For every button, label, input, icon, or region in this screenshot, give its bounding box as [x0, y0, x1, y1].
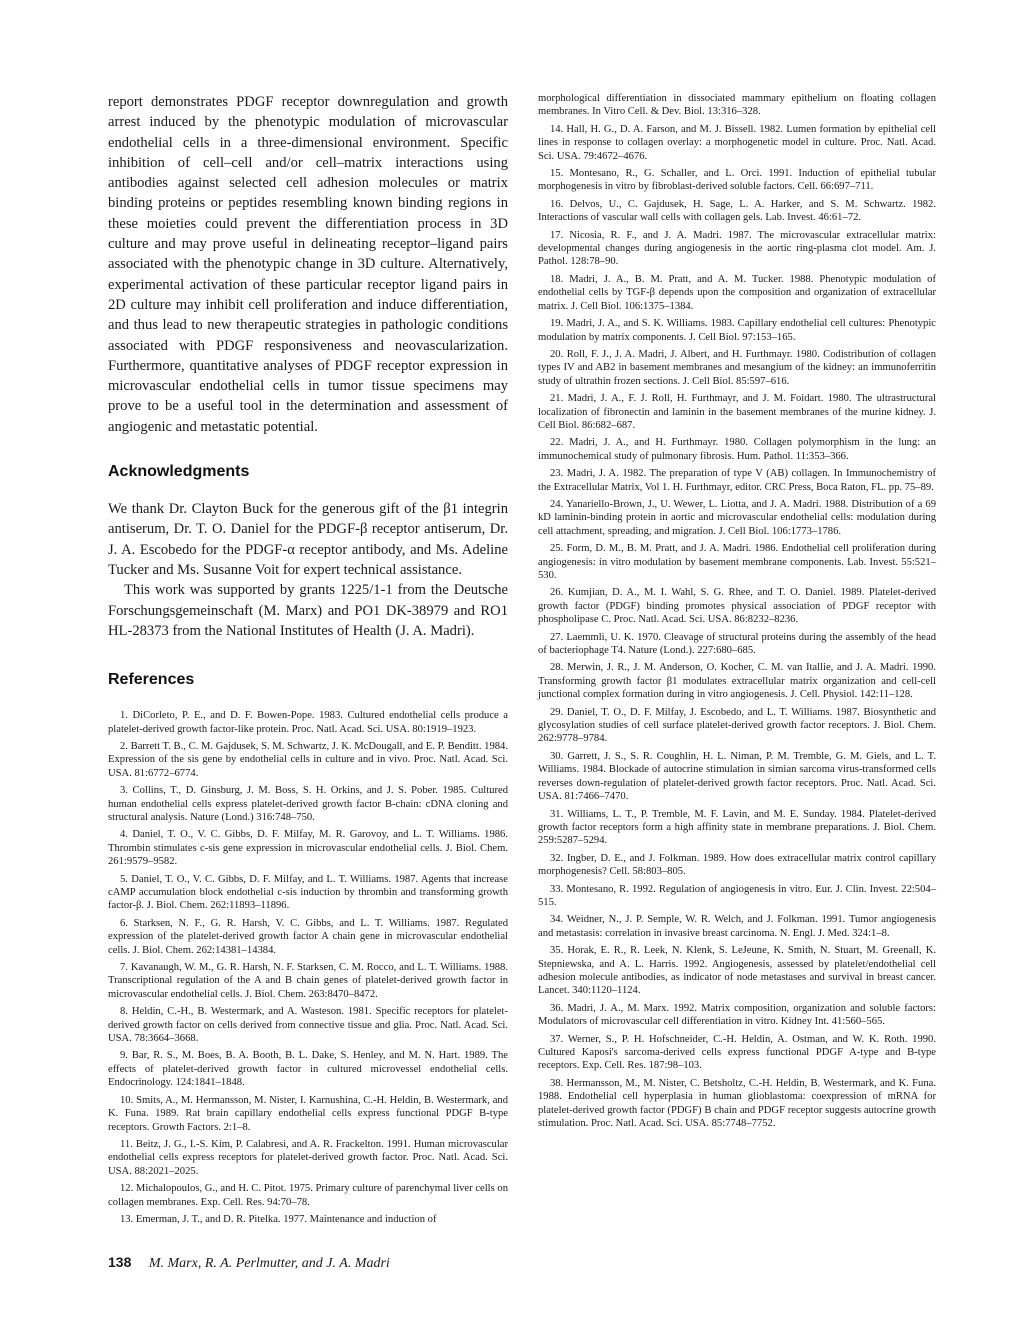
reference-item: 1. DiCorleto, P. E., and D. F. Bowen-Pope. 1983. Cultured endothelial cells produce a platelet-derived growth factor-like protein. Proc. Natl. Acad. Sci. USA. 80:1919–1923. — [108, 710, 508, 735]
reference-item: 27. Laemmli, U. K. 1970. Cleavage of structural proteins during the assembly of the head of bacteriophage T4. Nature (Lond.). 227:680–685. — [538, 631, 936, 657]
reference-item: 21. Madri, J. A., F. J. Roll, H. Furthmayr, and J. M. Foidart. 1980. The ultrastructural localization of fibronectin and laminin in the basement membranes of the murine kidney. J. Cell Biol. 86:682–687. — [538, 393, 936, 431]
reference-item: 20. Roll, F. J., J. A. Madri, J. Albert, and H. Furthmayr. 1980. Codistribution of collagen types IV and AB2 in basement membranes and mesangium of the kidney: an immunoferritin study of ultrathin frozen sections. J. Cell Biol. 85:597–616. — [538, 348, 936, 387]
reference-item: 10. Smits, A., M. Hermansson, M. Nister, I. Karnushina, C.-H. Heldin, B. Westermark, and K. Funa. 1989. Rat brain capillary endothelial cells express functional PDGF B-type receptors. Growth Factors. 2:1–8. — [108, 1094, 508, 1133]
reference-item: 24. Yanariello-Brown, J., U. Wewer, L. Liotta, and J. A. Madri. 1988. Distribution of a 69 kD laminin-binding protein in aortic and microvascular endothelial cells: modulation during cell attachment, spreading, and migration. J. Cell Biol. 106:1773–1786. — [538, 498, 936, 537]
references-heading: References — [108, 671, 195, 689]
reference-item: 4. Daniel, T. O., V. C. Gibbs, D. F. Milfay, M. R. Garovoy, and L. T. Williams. 1986. Thrombin stimulates c-sis gene expression in microvascular endothelial cells. J. Biol. Chem. 261:9579–9582. — [108, 829, 508, 868]
reference-item: 37. Werner, S., P. H. Hofschneider, C.-H. Heldin, A. Ostman, and W. K. Roth. 1990. Cultured Kaposi's sarcoma-derived cells express functional PDGF A-type and B-type receptors. Exp. Cell. Res. 187:98–103. — [538, 1033, 936, 1072]
reference-item: 2. Barrett T. B., C. M. Gajdusek, S. M. Schwartz, J. K. McDougall, and E. P. Benditt. 1984. Expression of the sis gene by endothelial cells in culture and in vivo. Proc. Natl. Acad. Sci. USA. 81:6772–6774. — [108, 740, 508, 779]
page-footer — [108, 1254, 390, 1272]
funding-paragraph: This work was supported by grants 1225/1-1 from the Deutsche Forschungsgemeinschaft (M. Marx) and PO1 DK-38979 and RO1 HL-28373 from the National Institutes of Health (J. A. Madri). — [108, 582, 508, 639]
reference-list-right — [538, 92, 936, 1130]
page-number: 138 — [108, 1254, 132, 1270]
running-authors: M. Marx, R. A. Perlmutter, and J. A. Madri — [148, 1256, 390, 1271]
reference-item: 31. Williams, L. T., P. Tremble, M. F. Lavin, and M. E. Sunday. 1984. Platelet-derived growth factor receptors form a high affinity state in membrane preparations. J. Biol. Chem. 259:5287–5294. — [538, 808, 936, 847]
reference-item: 32. Ingber, D. E., and J. Folkman. 1989. How does extracellular matrix control capillary morphogenesis? Cell. 58:803–805. — [538, 852, 936, 878]
reference-list-left — [108, 709, 508, 1226]
reference-item: 13. Emerman, J. T., and D. R. Pitelka. 1977. Maintenance and induction of — [120, 1213, 437, 1225]
reference-item: 7. Kavanaugh, W. M., G. R. Harsh, N. F. Starksen, C. M. Rocco, and L. T. Williams. 1988. Transcriptional regulation of the A and B chain genes of platelet-derived growth factor in microvascular endothelial cells. J. Biol. Chem. 263:8470–8472. — [108, 962, 508, 1000]
reference-item: 15. Montesano, R., G. Schaller, and L. Orci. 1991. Induction of epithelial tubular morphogenesis in vitro by fibroblast-derived soluble factors. Cell. 66:697–711. — [538, 168, 936, 193]
reference-item: 22. Madri, J. A., and H. Furthmayr. 1980. Collagen polymorphism in the lung: an immunochemical study of pulmonary fibrosis. Hum. Pathol. 11:353–366. — [538, 437, 936, 462]
reference-item: 23. Madri, J. A. 1982. The preparation of type V (AB) collagen. In Immunochemistry of the Extracellular Matrix, Vol 1. H. Furthmayr, editor. CRC Press, Boca Raton, FL. pp. 75–89. — [538, 468, 936, 493]
reference-item: 16. Delvos, U., C. Gajdusek, H. Sage, L. A. Harker, and S. M. Schwartz. 1982. Interactions of vascular wall cells with collagen gels. Lab. Invest. 46:61–72. — [538, 198, 936, 224]
reference-item: 28. Merwin, J. R., J. M. Anderson, O. Kocher, C. M. van Itallie, and J. A. Madri. 1990. Transforming growth factor β1 modulates extracellular matrix organization and cell-cell junctional complex formation during in vitro angiogenesis. J. Cell. Physiol. 142:11–128. — [538, 662, 936, 701]
left-column — [108, 92, 508, 1230]
right-column — [538, 92, 936, 1134]
reference-item: 8. Heldin, C.-H., B. Westermark, and A. Wasteson. 1981. Specific receptors for platelet-derived growth factor on cells derived from connective tissue and glia. Proc. Natl. Acad. Sci. USA. 78:3664–3668. — [108, 1006, 508, 1045]
reference-item: 33. Montesano, R. 1992. Regulation of angiogenesis in vitro. Eur. J. Clin. Invest. 22:504–515. — [538, 883, 936, 908]
reference-item: 19. Madri, J. A., and S. K. Williams. 1983. Capillary endothelial cell cultures: Phenotypic modulation by matrix components. J. Cell Biol. 97:153–165. — [538, 318, 936, 343]
reference-item: 14. Hall, H. G., D. A. Farson, and M. J. Bissell. 1982. Lumen formation by epithelial cell lines in response to collagen overlay: a morphogenetic model in culture. Proc. Natl. Acad. Sci. USA. 79:4672–4676. — [538, 123, 936, 162]
reference-item: 36. Madri, J. A., M. Marx. 1992. Matrix composition, organization and soluble factors: Modulators of microvascular cell differentiation in vitro. Kidney Int. 41:560–565. — [538, 1002, 936, 1028]
reference-item: 12. Michalopoulos, G., and H. C. Pitot. 1975. Primary culture of parenchymal liver cells on collagen membranes. Exp. Cell. Res. 94:70–78. — [108, 1183, 508, 1208]
reference-item-continued: morphological differentiation in dissociated mammary epithelium on floating collagen membranes. In Vitro Cell. & Dev. Biol. 13:316–328. — [538, 93, 936, 118]
reference-item: 6. Starksen, N. F., G. R. Harsh, V. C. Gibbs, and L. T. Williams. 1987. Regulated expression of the platelet-derived growth factor A chain gene in microvascular endothelial cells. J. Biol. Chem. 262:14381–14384. — [108, 917, 508, 956]
reference-item: 17. Nicosia, R. F., and J. A. Madri. 1987. The microvascular extracellular matrix: developmental changes during angiogenesis in the aortic ring-plasma clot model. Am. J. Pathol. 128:78–90. — [538, 229, 936, 268]
reference-item: 38. Hermansson, M., M. Nister, C. Betsholtz, C.-H. Heldin, B. Westermark, and K. Funa. 1988. Endothelial cell hyperplasia in human glioblastoma: coexpression of mRNA for platelet-derived growth factor (PDGF) B chain and PDGF receptor suggests autocrine growth stimulation. Proc. Natl. Acad. Sci. USA. 85:7748–7752. — [538, 1077, 936, 1130]
reference-item: 3. Collins, T., D. Ginsburg, J. M. Boss, S. H. Orkins, and J. S. Pober. 1985. Cultured human endothelial cells express platelet-derived growth factor B-chain: cDNA cloning and structural analysis. Nature (Lond.) 316:748–750. — [108, 785, 508, 823]
discussion-paragraph: report demonstrates PDGF receptor downregulation and growth arrest induced by the phenotypic modulation of microvascular endothelial cells in a three-dimensional environment. Specific inhibition of cell–cell and/or cell–matrix interactions using antibodies against selected cell adhesion molecules or matrix binding proteins or peptides resembling known binding regions in these moieties could prevent the differentiation process in 3D culture and may prove useful in delineating receptor–ligand pairs associated with the phenotypic change in 3D culture. Alternatively, experimental activation of these particular receptor ligand pairs in 2D culture may inhibit cell proliferation and induce differentiation, and thus lead to new therapeutic strategies in pathologic conditions associated with PDGF responsiveness and neovascularization. Furthermore, quantitative analyses of PDGF receptor expression in microvascular endothelial cells in tumor tissue specimens may prove to be a useful tool in the determination and assessment of angiogenic and metastatic potential. — [108, 94, 508, 435]
reference-item: 5. Daniel, T. O., V. C. Gibbs, D. F. Milfay, and L. T. Williams. 1987. Agents that increase cAMP accumulation block endothelial c-sis induction by thrombin and transforming growth factor-β. J. Biol. Chem. 262:11893–11896. — [108, 873, 508, 912]
reference-item: 30. Garrett, J. S., S. R. Coughlin, H. L. Niman, P. M. Tremble, G. M. Giels, and L. T. Williams. 1984. Blockade of autocrine stimulation in simian sarcoma virus-transformed cells reverses down-regulation of platelet-derived growth factor receptors. Proc. Natl. Acad. Sci. USA. 81:7466–7470. — [538, 750, 936, 803]
reference-item: 9. Bar, R. S., M. Boes, B. A. Booth, B. L. Dake, S. Henley, and M. N. Hart. 1989. The effects of platelet-derived growth factor in cultured microvessel endothelial cells. Endocrinology. 124:1841–1848. — [108, 1050, 508, 1089]
reference-item: 18. Madri, J. A., B. M. Pratt, and A. M. Tucker. 1988. Phenotypic modulation of endothelial cells by TGF-β depends upon the composition and organization of extracellular matrix. J. Cell Biol. 106:1375–1384. — [538, 273, 936, 312]
acknowledgments-paragraph: We thank Dr. Clayton Buck for the generous gift of the β1 integrin antiserum, Dr. T. O. Daniel for the PDGF-β receptor antiserum, Dr. J. A. Escobedo for the PDGF-α receptor antibody, and Ms. Adeline Tucker and Ms. Susanne Voit for expert technical assistance. — [108, 501, 508, 578]
reference-item: 29. Daniel, T. O., D. F. Milfay, J. Escobedo, and L. T. Williams. 1987. Biosynthetic and glycosylation studies of cell surface platelet-derived growth factor receptors. J. Biol. Chem. 262:9778–9784. — [538, 706, 936, 745]
acknowledgments-heading: Acknowledgments — [108, 463, 250, 481]
reference-item: 34. Weidner, N., J. P. Semple, W. R. Welch, and J. Folkman. 1991. Tumor angiogenesis and metastasis: correlation in invasive breast carcinoma. N. Engl. J. Med. 324:1–8. — [538, 914, 936, 939]
reference-item: 25. Form, D. M., B. M. Pratt, and J. A. Madri. 1986. Endothelial cell proliferation during angiogenesis: in vitro modulation by basement membrane components. Lab. Invest. 55:521–530. — [538, 543, 936, 581]
reference-item: 11. Beitz, J. G., I.-S. Kim, P. Calabresi, and A. R. Frackelton. 1991. Human microvascular endothelial cells express receptors for platelet-derived growth factor. Proc. Natl. Acad. Sci. USA. 88:2021–2025. — [108, 1138, 508, 1177]
reference-item: 26. Kumjian, D. A., M. I. Wahl, S. G. Rhee, and T. O. Daniel. 1989. Platelet-derived growth factor (PDGF) binding promotes physical association of PDGF receptor with phospholipase C. Proc. Natl. Acad. Sci. USA. 86:8232–8236. — [538, 587, 936, 626]
reference-item: 35. Horak, E. R., R. Leek, N. Klenk, S. LeJeune, K. Smith, N. Stuart, M. Greenall, K. Stepniewska, and A. L. Harris. 1992. Angiogenesis, assessed by platelet/endothelial cell adhesion molecule antibodies, as indicator of node metastases and survival in breast cancer. Lancet. 340:1120–1124. — [538, 945, 936, 997]
